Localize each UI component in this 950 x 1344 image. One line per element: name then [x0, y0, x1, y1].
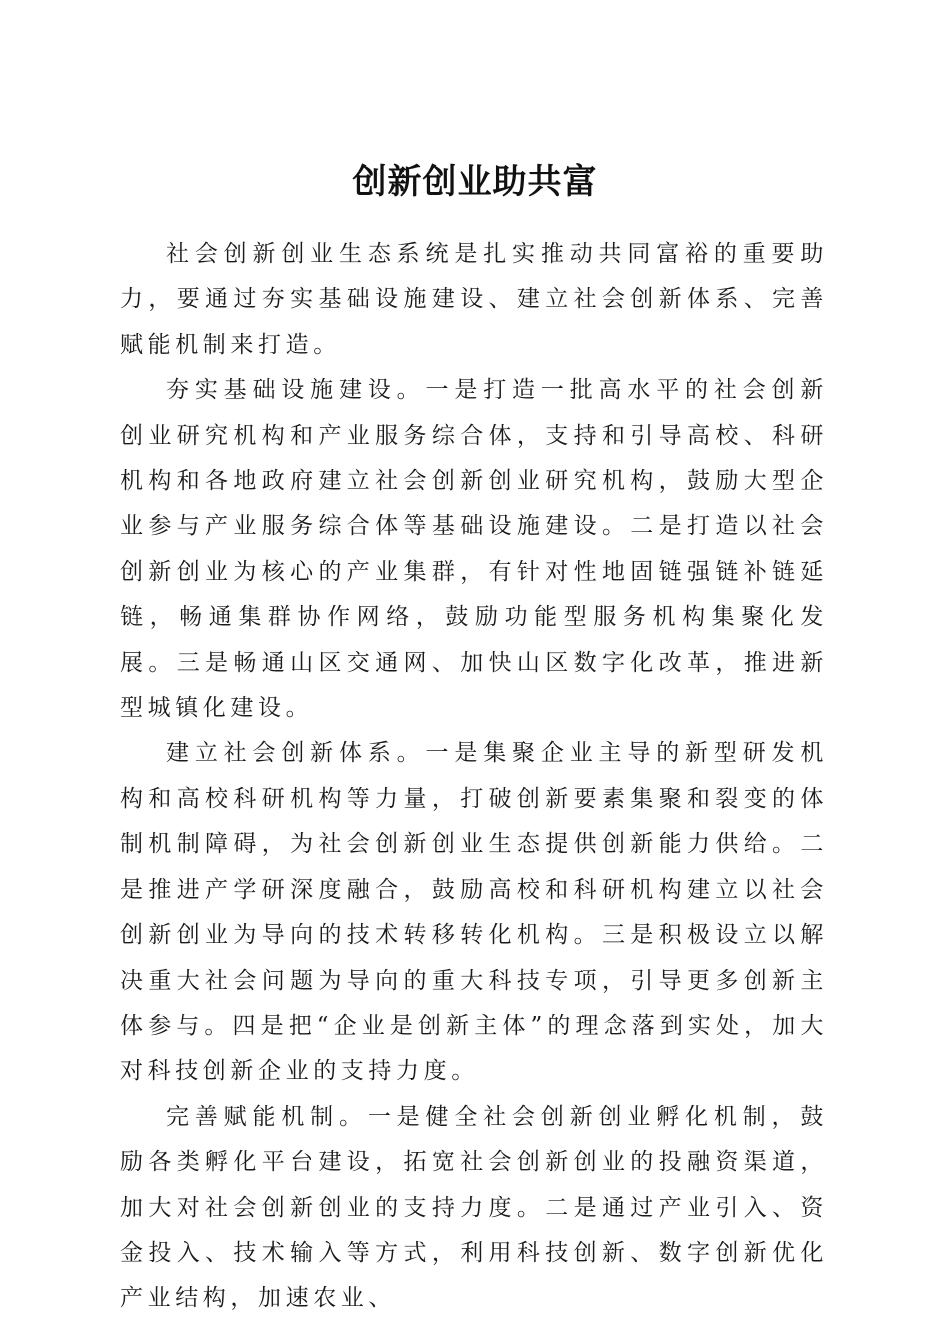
paragraph-innovation-system: 建立社会创新体系。一是集聚企业主导的新型研发机构和高校科研机构等力量，打破创新要素集聚和裂变的体制机制障碍，为社会创新创业生态提供创新能力供给。二是推进产学研深度融合，鼓励高校和科研机构建立以社会创新创业为导向的技术转移转化机构。三是积极设立以解决重大社会问题为导向的重大科技专项，引导更多创新主体参与。四是把“企业是创新主体”的理念落到实处，加大对科技创新企业的支持力度。: [120, 740, 828, 1085]
document-title: 创新创业助共富: [352, 161, 598, 202]
paragraph-infrastructure: 夯实基础设施建设。一是打造一批高水平的社会创新创业研究机构和产业服务综合体，支持和引导高校、科研机构和各地政府建立社会创新创业研究机构，鼓励大型企业参与产业服务综合体等基础设施建设。二是打造以社会创新创业为核心的产业集群，有针对性地固链强链补链延链，畅通集群协作网络，鼓励功能型服务机构集聚化发展。三是畅通山区交通网、加快山区数字化改革，推进新型城镇化建设。: [120, 377, 828, 722]
paragraph-intro: 社会创新创业生态系统是扎实推动共同富裕的重要助力，要通过夯实基础设施建设、建立社会创新体系、完善赋能机制来打造。: [120, 241, 828, 358]
paragraph-empowerment-mechanism: 完善赋能机制。一是健全社会创新创业孵化机制，鼓励各类孵化平台建设，拓宽社会创新创业的投融资渠道，加大对社会创新创业的支持力度。二是通过产业引入、资金投入、技术输入等方式，利用科技创新、数字创新优化产业结构，加速农业、: [120, 1103, 828, 1312]
document-body: [120, 232, 828, 1322]
